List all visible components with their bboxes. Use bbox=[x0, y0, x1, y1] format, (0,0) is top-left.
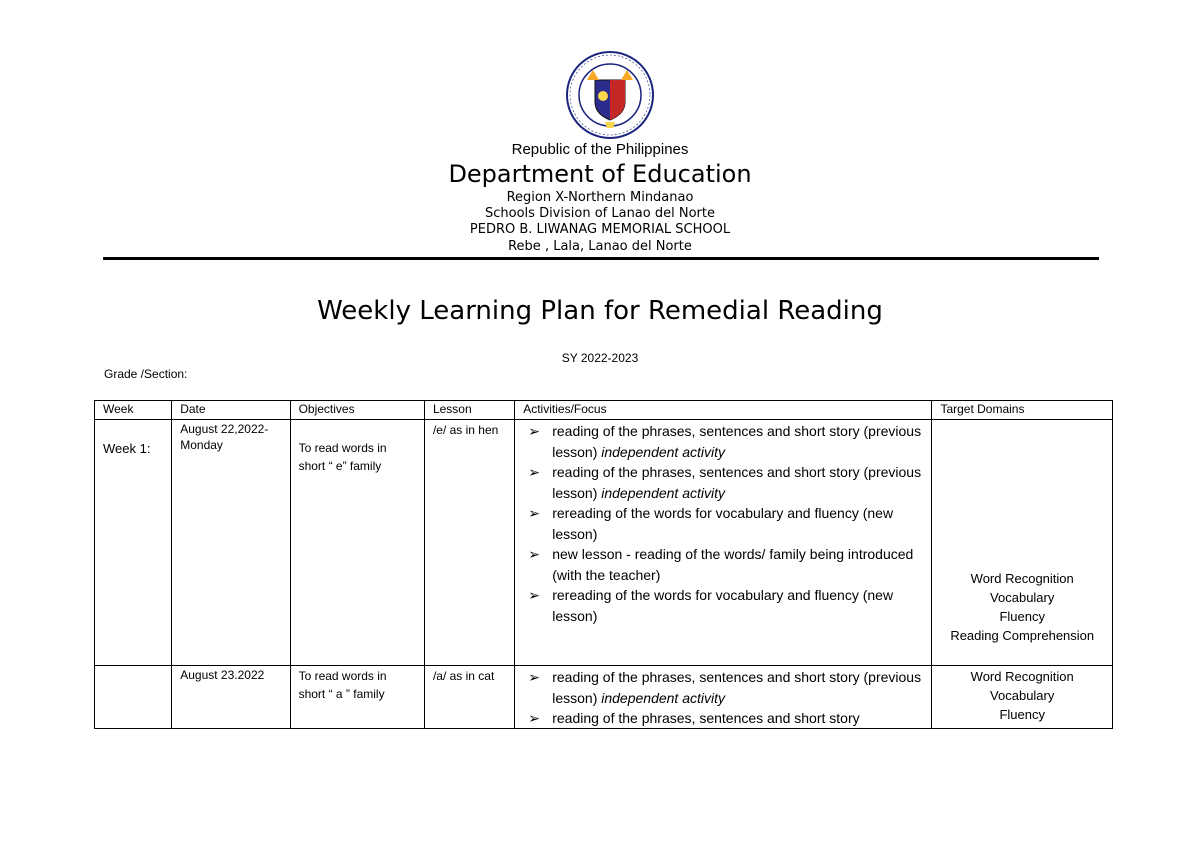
activity-text: reading of the phrases, sentences and short story bbox=[552, 710, 860, 726]
activity-emphasis: independent activity bbox=[601, 689, 726, 706]
activity-text: rereading of the words for vocabulary and fluency (new lesson) bbox=[552, 505, 894, 542]
column-header-date: Date bbox=[172, 401, 290, 420]
grade-section-label: Grade /Section: bbox=[104, 367, 188, 381]
activities-list bbox=[523, 421, 923, 626]
activity-item bbox=[523, 421, 923, 462]
activity-text: rereading of the words for vocabulary and fluency (new lesson) bbox=[552, 587, 894, 624]
target-domain-item: Vocabulary bbox=[990, 688, 1055, 703]
date-text: August 22,2022-Monday bbox=[180, 422, 269, 452]
lesson-text: /e/ as in hen bbox=[432, 423, 499, 437]
activity-text: reading of the phrases, sentences and short story (previous lesson) bbox=[552, 464, 922, 501]
target-domains-cell bbox=[932, 666, 1113, 729]
column-header-lesson: Lesson bbox=[424, 401, 514, 420]
lesson-text: /a/ as in cat bbox=[432, 669, 495, 683]
activity-text: reading of the phrases, sentences and short story (previous lesson) bbox=[552, 669, 922, 706]
header-address: Rebe , Lala, Lanao del Norte bbox=[508, 239, 692, 254]
activity-item bbox=[523, 585, 923, 626]
arrow-bullet-icon: ➢ bbox=[528, 505, 540, 521]
header-divider bbox=[103, 257, 1099, 260]
target-domain-item: Vocabulary bbox=[990, 590, 1055, 605]
objective-text: To read words in short “ e” family bbox=[298, 441, 387, 473]
arrow-bullet-icon: ➢ bbox=[528, 464, 540, 480]
target-domain-item: Word Recognition bbox=[970, 571, 1074, 586]
column-header-activities: Activities/Focus bbox=[515, 401, 932, 420]
column-header-objectives: Objectives bbox=[290, 401, 424, 420]
activities-cell bbox=[515, 420, 932, 666]
week-cell bbox=[95, 666, 172, 729]
activity-text: new lesson - reading of the words/ family being introduced (with the teacher) bbox=[552, 546, 914, 583]
learning-plan-table bbox=[94, 400, 1113, 729]
activity-item bbox=[523, 544, 923, 585]
activity-emphasis: independent activity bbox=[601, 443, 726, 460]
target-domain-item: Word Recognition bbox=[970, 669, 1074, 684]
week-label bbox=[103, 667, 163, 687]
date-cell bbox=[172, 420, 290, 666]
activity-item bbox=[523, 503, 923, 544]
lesson-cell bbox=[424, 666, 514, 729]
arrow-bullet-icon: ➢ bbox=[528, 423, 540, 439]
column-header-target-domains: Target Domains bbox=[932, 401, 1113, 420]
header-region: Region X-Northern Mindanao bbox=[506, 190, 694, 205]
target-domains-list bbox=[940, 667, 1104, 724]
column-header-week: Week bbox=[95, 401, 172, 420]
arrow-bullet-icon: ➢ bbox=[528, 710, 540, 726]
school-year: SY 2022-2023 bbox=[561, 351, 639, 365]
header-department: Department of Education bbox=[448, 160, 752, 188]
objective-text: To read words in short “ a ” family bbox=[298, 669, 387, 701]
header-republic: Republic of the Philippines bbox=[511, 141, 689, 158]
header-school: PEDRO B. LIWANAG MEMORIAL SCHOOL bbox=[469, 222, 731, 237]
target-domain-item: Reading Comprehension bbox=[950, 628, 1095, 643]
table-header-row bbox=[95, 401, 1113, 420]
table-row bbox=[95, 420, 1113, 666]
activity-item bbox=[523, 708, 923, 727]
activity-text: reading of the phrases, sentences and short story (previous lesson) bbox=[552, 423, 922, 460]
activities-cell bbox=[515, 666, 932, 729]
target-domains-cell bbox=[932, 420, 1113, 666]
activity-item bbox=[523, 462, 923, 503]
header-division: Schools Division of Lanao del Norte bbox=[485, 206, 715, 221]
table-row bbox=[95, 666, 1113, 729]
arrow-bullet-icon: ➢ bbox=[528, 669, 540, 685]
activity-emphasis: independent activity bbox=[601, 484, 726, 501]
arrow-bullet-icon: ➢ bbox=[528, 587, 540, 603]
target-domain-item: Fluency bbox=[999, 707, 1045, 722]
activities-list bbox=[523, 667, 923, 727]
date-text: August 23.2022 bbox=[180, 668, 265, 682]
lesson-cell bbox=[424, 420, 514, 666]
objective-cell bbox=[290, 420, 424, 666]
week-label: Week 1: bbox=[103, 441, 151, 456]
document-title: Weekly Learning Plan for Remedial Reading bbox=[317, 296, 883, 326]
target-domain-item: Fluency bbox=[999, 609, 1045, 624]
week-cell bbox=[95, 420, 172, 666]
date-cell bbox=[172, 666, 290, 729]
target-domains-list bbox=[940, 421, 1104, 645]
arrow-bullet-icon: ➢ bbox=[528, 546, 540, 562]
deped-seal-logo bbox=[565, 50, 655, 140]
objective-cell bbox=[290, 666, 424, 729]
activity-item bbox=[523, 667, 923, 708]
